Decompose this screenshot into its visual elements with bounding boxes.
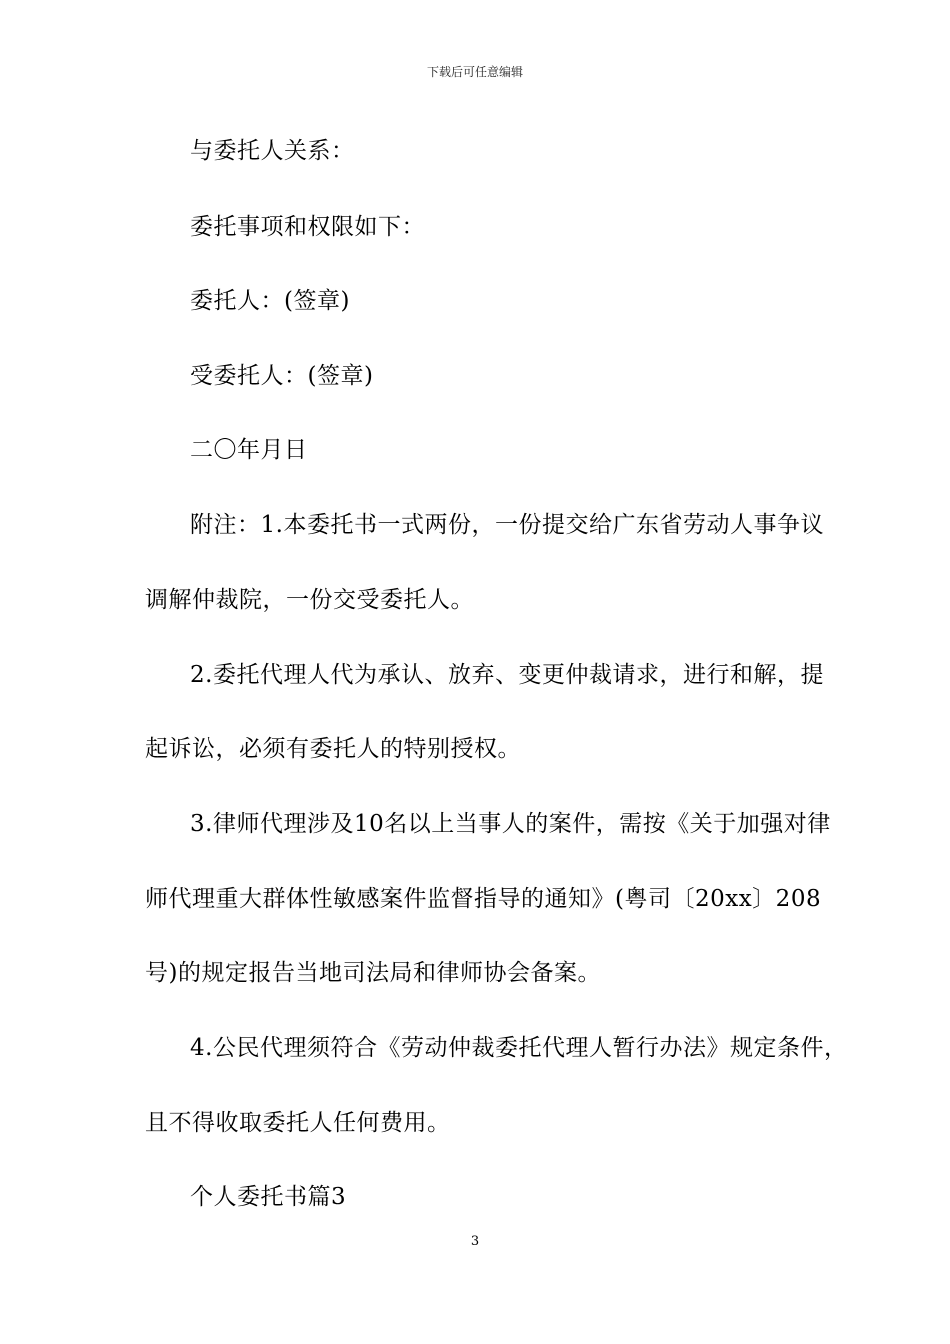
note-3-line-2: 师代理重大群体性敏感案件监督指导的通知》(粤司〔20xx〕208	[145, 886, 822, 912]
note-4-line-1: 4.公民代理须符合《劳动仲裁委托代理人暂行办法》规定条件，	[190, 1035, 848, 1061]
note-1-line-1: 附注：1.本委托书一式两份，一份提交给广东省劳动人事争议	[190, 512, 824, 538]
note-2-line-2: 起诉讼，必须有委托人的特别授权。	[145, 736, 521, 762]
note-2-line-1: 2.委托代理人代为承认、放弃、变更仲裁请求，进行和解，提	[190, 662, 824, 688]
date-line: 二〇年月日	[190, 437, 308, 463]
agent-signature-line: 受委托人：(签章)	[190, 363, 374, 389]
principal-signature-line: 委托人：(签章)	[190, 288, 350, 314]
note-4-line-2: 且不得收取委托人任何费用。	[145, 1110, 451, 1136]
relationship-line: 与委托人关系：	[190, 138, 355, 164]
section-heading: 个人委托书篇3	[190, 1184, 347, 1210]
page-number: 3	[470, 1234, 480, 1249]
note-1-line-2: 调解仲裁院，一份交受委托人。	[145, 587, 474, 613]
note-3-line-1: 3.律师代理涉及10名以上当事人的案件，需按《关于加强对律	[190, 811, 831, 837]
note-3-line-3: 号)的规定报告当地司法局和律师协会备案。	[145, 960, 601, 986]
matters-and-authority-line: 委托事项和权限如下：	[190, 214, 425, 240]
page-header: 下载后可任意编辑	[426, 65, 523, 79]
